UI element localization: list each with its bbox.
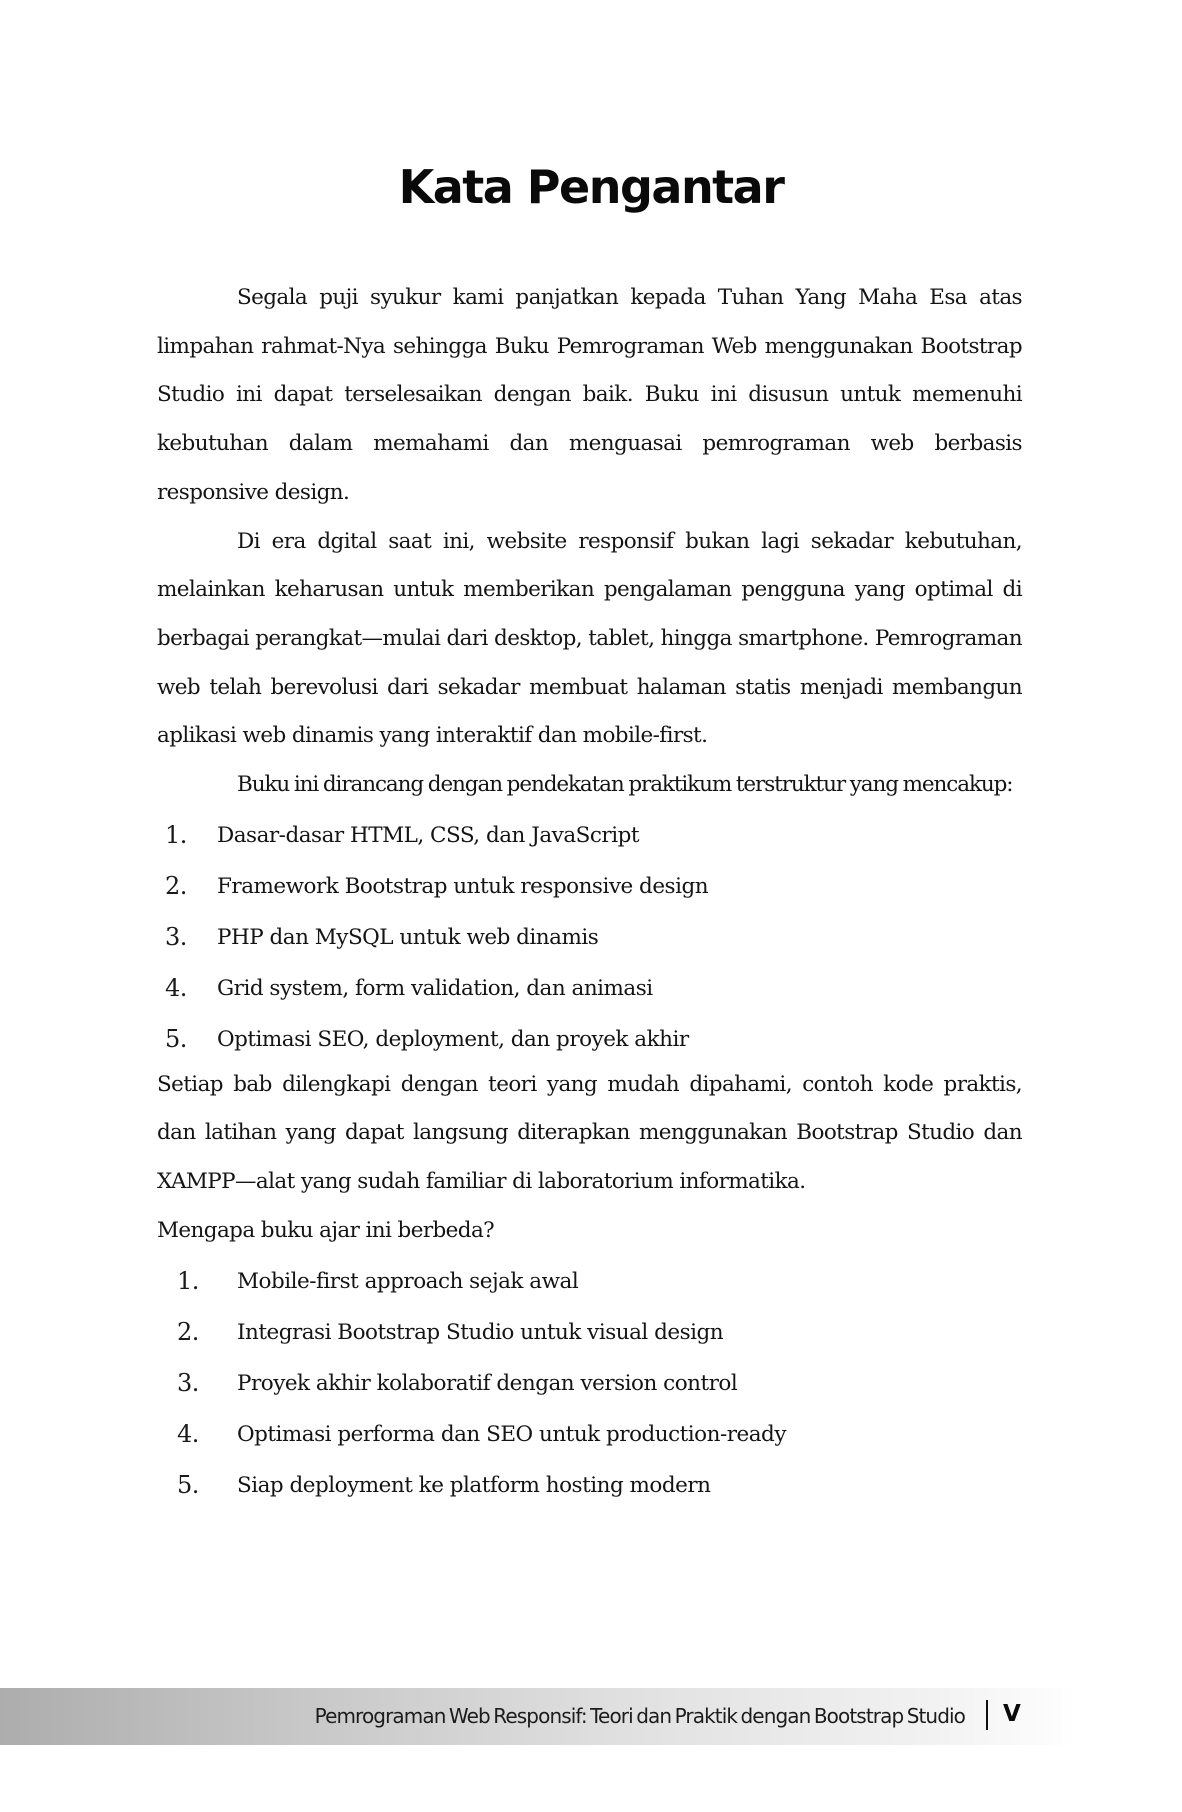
list-text: Framework Bootstrap untuk responsive design xyxy=(217,873,709,899)
paragraph-book-design: Buku ini dirancang dengan pendekatan praktikum terstruktur yang mencakup: xyxy=(237,772,1013,798)
list-text: Grid system, form validation, dan animasi xyxy=(217,975,653,1001)
list-number: 5. xyxy=(165,1024,187,1053)
list-item xyxy=(157,1307,1022,1358)
list-item xyxy=(157,1358,1022,1409)
list-item xyxy=(157,1014,1022,1065)
page-title: Kata Pengantar xyxy=(398,160,784,214)
list-number: 2. xyxy=(177,1317,199,1346)
list-number: 3. xyxy=(165,922,187,951)
list-text: Dasar-dasar HTML, CSS, dan JavaScript xyxy=(217,822,639,848)
list-text: Optimasi performa dan SEO untuk production-ready xyxy=(237,1421,786,1447)
list-number: 3. xyxy=(177,1368,199,1397)
list-text: PHP dan MySQL untuk web dinamis xyxy=(217,924,599,950)
list-text: Optimasi SEO, deployment, dan proyek akhir xyxy=(217,1026,689,1052)
advantages-list xyxy=(157,1256,1022,1511)
list-item xyxy=(157,810,1022,861)
paragraph-chapter-contents: Setiap bab dilengkapi dengan teori yang mudah dipahami, contoh kode praktis, dan latihan yang dapat langsung diterapkan menggunakan Bootstrap Studio dan XAMPP—alat yang sudah familiar di laboratorium informatika. xyxy=(157,1071,1022,1195)
list-item xyxy=(157,861,1022,912)
topics-list xyxy=(157,810,1022,1065)
list-item xyxy=(157,1256,1022,1307)
list-number: 1. xyxy=(177,1266,199,1295)
list-item xyxy=(157,1460,1022,1511)
page-number: V xyxy=(1003,1701,1021,1727)
paragraph-why-different: Mengapa buku ajar ini berbeda? xyxy=(157,1217,495,1243)
footer-book-title: Pemrograman Web Responsif: Teori dan Praktik dengan Bootstrap Studio xyxy=(314,1704,965,1728)
list-text: Proyek akhir kolaboratif dengan version control xyxy=(237,1370,738,1396)
page-content xyxy=(157,274,1022,1511)
paragraph-digital-era: Di era dgital saat ini, website responsif bukan lagi sekadar kebutuhan, melainkan keharusan untuk memberikan pengalaman pengguna yang optimal di berbagai perangkat—mulai dari desktop, tablet, hingga smartphone. Pemrograman web telah berevolusi dari sekadar membuat halaman statis menjadi membangun aplikasi web dinamis yang interaktif dan mobile-first. xyxy=(157,528,1022,749)
list-item xyxy=(157,963,1022,1014)
list-number: 1. xyxy=(165,820,187,849)
list-number: 2. xyxy=(165,871,187,900)
footer-separator xyxy=(986,1700,988,1730)
list-item xyxy=(157,1409,1022,1460)
list-text: Integrasi Bootstrap Studio untuk visual design xyxy=(237,1319,724,1345)
list-number: 4. xyxy=(165,973,187,1002)
list-number: 5. xyxy=(177,1470,199,1499)
list-text: Siap deployment ke platform hosting modern xyxy=(237,1472,711,1498)
list-number: 4. xyxy=(177,1419,199,1448)
paragraph-intro: Segala puji syukur kami panjatkan kepada Tuhan Yang Maha Esa atas limpahan rahmat-Nya sehingga Buku Pemrograman Web menggunakan Bootstrap Studio ini dapat terselesaikan dengan baik. Buku ini disusun untuk memenuhi kebutuhan dalam memahami dan menguasai pemrograman web berbasis responsive design. xyxy=(157,285,1022,505)
list-item xyxy=(157,912,1022,963)
list-text: Mobile-first approach sejak awal xyxy=(237,1268,579,1294)
